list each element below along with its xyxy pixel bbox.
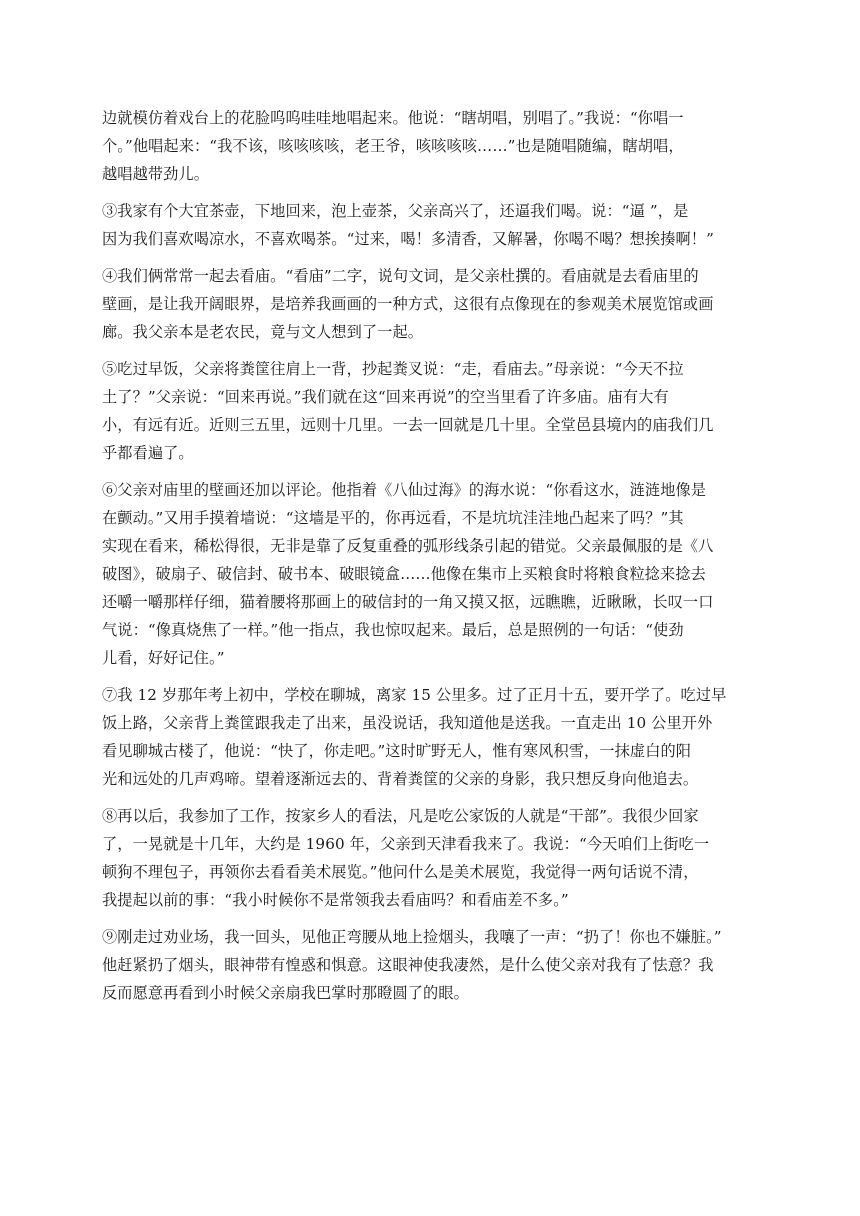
text-line: 在颤动。”又用手摸着墙说：“这墙是平的，你再远看，不是坑坑洼洼地凸起来了吗？”其 <box>102 509 684 527</box>
paragraph-p-continued <box>102 104 742 188</box>
paragraph-p-8 <box>102 802 742 914</box>
text-line: ⑧再以后，我参加了工作，按家乡人的看法，凡是吃公家饭的人就是“干部”。我很少回家 <box>102 807 699 825</box>
text-line: 饭上路，父亲背上粪筐跟我走了出来，虽没说话，我知道他是送我。一直走出 10 公里开外 <box>102 714 713 732</box>
text-line: 看见聊城古楼了，他说：“快了，你走吧。”这时旷野无人，惟有寒风积雪，一抹虚白的阳 <box>102 742 692 760</box>
text-line: 气说：“像真烧焦了一样。”他一指点，我也惊叹起来。最后，总是照例的一句话：“使劲 <box>102 621 684 639</box>
text-line: 土了？”父亲说：“回来再说。”我们就在这“回来再说”的空当里看了许多庙。庙有大有 <box>102 388 669 406</box>
paragraph-p-6 <box>102 476 742 672</box>
text-line: ③我家有个大宜茶壶，下地回来，泡上壶茶，父亲高兴了，还逼我们喝。说：“逼 ”，是 <box>102 202 689 220</box>
text-line: ⑦我 12 岁那年考上初中，学校在聊城，离家 15 公里多。过了正月十五，要开学了。吃过早 <box>102 686 727 704</box>
paragraph-p-3 <box>102 197 742 253</box>
article-body <box>102 104 742 1016</box>
text-line: ⑨刚走过劝业场，我一回头，见他正弯腰从地上捡烟头，我嚷了一声：“扔了！你也不嫌脏。” <box>102 928 722 946</box>
text-line: 实现在看来，稀松得很，无非是靠了反复重叠的弧形线条引起的错觉。父亲最佩服的是《八 <box>102 537 714 555</box>
text-line: ⑤吃过早饭，父亲将粪筐往肩上一背，抄起粪叉说：“走，看庙去。”母亲说：“今天不拉 <box>102 360 684 378</box>
text-line: 光和远处的几声鸡啼。望着逐渐远去的、背着粪筐的父亲的身影，我只想反身向他追去。 <box>102 770 699 788</box>
paragraph-p-9 <box>102 923 742 1007</box>
text-line: 儿看，好好记住。” <box>102 649 225 667</box>
text-line: 壁画，是让我开阔眼界，是培养我画画的一种方式，这很有点像现在的参观美术展览馆或画 <box>102 295 714 313</box>
text-line: 边就模仿着戏台上的花脸呜呜哇哇地唱起来。他说：“瞎胡唱，别唱了。”我说：“你唱一 <box>102 109 684 127</box>
text-line: 越唱越带劲儿。 <box>102 165 210 183</box>
text-line: 我提起以前的事：“我小时候你不是常领我去看庙吗？和看庙差不多。” <box>102 891 569 909</box>
text-line: 破图》，破扇子、破信封、破书本、破眼镜盒……他像在集市上买粮食时将粮食粒捻来捻去 <box>102 565 706 583</box>
text-line: 因为我们喜欢喝凉水，不喜欢喝茶。“过来，喝！多清香，又解暑，你喝不喝？想挨揍啊！” <box>102 230 714 248</box>
text-line: 反而愿意再看到小时候父亲扇我巴掌时那瞪圆了的眼。 <box>102 984 469 1002</box>
text-line: 廊。我父亲本是老农民，竟与文人想到了一起。 <box>102 323 424 341</box>
text-line: 顿狗不理包子，再领你去看看美术展览。”他问什么是美术展览，我觉得一两句话说不清， <box>102 863 699 881</box>
text-line: 他赶紧扔了烟头，眼神带有惶惑和惧意。这眼神使我凄然，是什么使父亲对我有了怯意？我 <box>102 956 714 974</box>
text-line: 还嚼一嚼那样仔细，猫着腰将那画上的破信封的一角又摸又抠，远瞧瞧，近瞅瞅，长叹一口 <box>102 593 714 611</box>
text-line: 个。”他唱起来：“我不该，咳咳咳咳，老王爷，咳咳咳咳……”也是随唱随编，瞎胡唱， <box>102 137 684 155</box>
text-line: ⑥父亲对庙里的壁画还加以评论。他指着《八仙过海》的海水说：“你看这水，涟涟地像是 <box>102 481 707 499</box>
text-line: ④我们俩常常一起去看庙。“看庙”二字，说句文词，是父亲杜撰的。看庙就是去看庙里的 <box>102 267 699 285</box>
paragraph-p-7 <box>102 681 742 793</box>
text-line: 小，有远有近。近则三五里，远则十几里。一去一回就是几十里。全堂邑县境内的庙我们几 <box>102 416 714 434</box>
paragraph-p-4 <box>102 262 742 346</box>
paragraph-p-5 <box>102 355 742 467</box>
text-line: 乎都看遍了。 <box>102 444 194 462</box>
text-line: 了，一晃就是十几年，大约是 1960 年，父亲到天津看我来了。我说：“今天咱们上街吃一 <box>102 835 710 853</box>
